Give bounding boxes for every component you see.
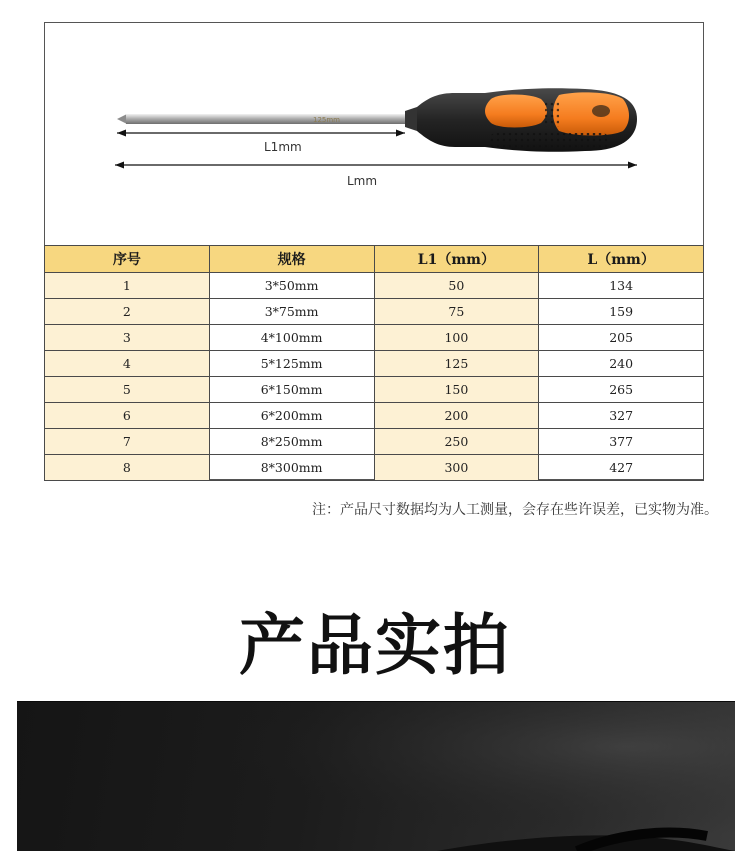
screwdriver-illustration (45, 23, 703, 245)
header-l: L（mm） (539, 246, 704, 273)
shaft-marking: 125mm (313, 116, 340, 124)
spec-table (44, 245, 704, 481)
cell-spec: 3*50mm (209, 273, 374, 299)
cell-l: 205 (539, 325, 704, 351)
cell-l: 427 (539, 455, 704, 481)
cell-index: 4 (45, 351, 210, 377)
screwdriver-diagram (45, 23, 703, 245)
cell-spec: 8*300mm (209, 455, 374, 481)
cell-l: 134 (539, 273, 704, 299)
table-row (45, 455, 704, 481)
table-row (45, 325, 704, 351)
table-row (45, 351, 704, 377)
label-l: Lmm (347, 174, 378, 188)
cell-spec: 6*200mm (209, 403, 374, 429)
cell-spec: 3*75mm (209, 299, 374, 325)
cell-l: 265 (539, 377, 704, 403)
dimension-l (115, 162, 637, 189)
cell-index: 5 (45, 377, 210, 403)
header-index: 序号 (45, 246, 210, 273)
cell-l: 159 (539, 299, 704, 325)
table-row (45, 299, 704, 325)
table-body (45, 273, 704, 481)
cell-l1: 150 (374, 377, 539, 403)
cell-l: 240 (539, 351, 704, 377)
table-row (45, 377, 704, 403)
cell-l1: 100 (374, 325, 539, 351)
photo-surface (17, 702, 735, 851)
table-row (45, 273, 704, 299)
cell-l1: 250 (374, 429, 539, 455)
table-header-row (45, 246, 704, 273)
cell-spec: 5*125mm (209, 351, 374, 377)
label-l1: L1mm (264, 140, 302, 154)
cell-l1: 75 (374, 299, 539, 325)
cell-l: 377 (539, 429, 704, 455)
cell-index: 2 (45, 299, 210, 325)
shaft (117, 114, 408, 124)
table-row (45, 403, 704, 429)
section-title: 产品实拍 (239, 607, 511, 684)
cell-index: 8 (45, 455, 210, 481)
cell-index: 1 (45, 273, 210, 299)
product-photo (17, 701, 735, 851)
header-spec: 规格 (209, 246, 374, 273)
dimension-l1 (117, 130, 405, 155)
cell-l1: 300 (374, 455, 539, 481)
cell-index: 3 (45, 325, 210, 351)
header-l1: L1（mm） (374, 246, 539, 273)
cell-l1: 125 (374, 351, 539, 377)
measurement-note: 注：产品尺寸数据均为人工测量，会存在些许误差，已实物为准。 (312, 502, 718, 518)
cell-index: 7 (45, 429, 210, 455)
cell-l1: 50 (374, 273, 539, 299)
table-row (45, 429, 704, 455)
cell-spec: 6*150mm (209, 377, 374, 403)
cell-spec: 8*250mm (209, 429, 374, 455)
cell-spec: 4*100mm (209, 325, 374, 351)
cell-l1: 200 (374, 403, 539, 429)
cell-l: 327 (539, 403, 704, 429)
spec-card (44, 22, 704, 480)
cell-index: 6 (45, 403, 210, 429)
handle (417, 88, 637, 152)
